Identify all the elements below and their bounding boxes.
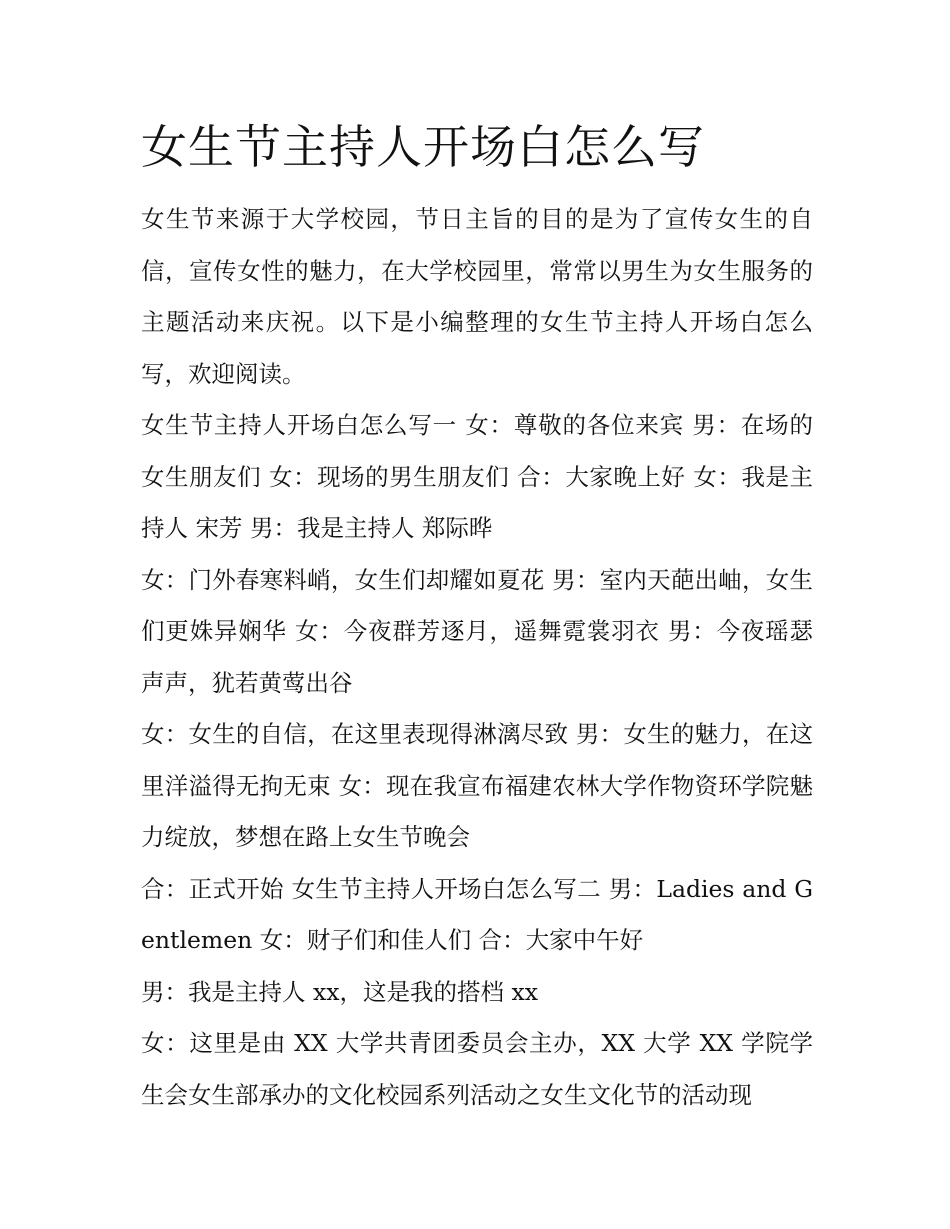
paragraph-script-two-host: 男：我是主持人 xx，这是我的搭档 xx bbox=[141, 977, 538, 1006]
paragraph-script-one-opening: 女生节主持人开场白怎么写一 女：尊敬的各位来宾 男：在场的女生朋友们 女：现场的男生朋友们 合：大家晚上好 女：我是主持人 宋芳 男：我是主持人 郑际晔 bbox=[141, 411, 813, 542]
paragraph-script-two-organizer: 女：这里是由 XX 大学共青团委员会主办，XX 大学 XX 学院学生会女生部承办的文化校园系列活动之女生文化节的活动现 bbox=[141, 1029, 813, 1109]
document-title: 女生节主持人开场白怎么写 bbox=[141, 120, 705, 174]
paragraph-intro: 女生节来源于大学校园，节日主旨的目的是为了宣传女生的自信，宣传女性的魅力，在大学校园里，常常以男生为女生服务的主题活动来庆祝。以下是小编整理的女生节主持人开场白怎么写，欢迎阅读。 bbox=[141, 205, 813, 388]
paragraph-script-two-opening: 合：正式开始 女生节主持人开场白怎么写二 男：Ladies and Gentlemen 女：财子们和佳人们 合：大家中午好 bbox=[141, 874, 813, 954]
paragraph-script-one-announcement: 女：女生的自信，在这里表现得淋漓尽致 男：女生的魅力，在这里洋溢得无拘无束 女：现在我宣布福建农林大学作物资环学院魅力绽放，梦想在路上女生节晚会 bbox=[141, 720, 813, 851]
paragraph-script-one-verse: 女：门外春寒料峭，女生们却耀如夏花 男：室内天葩出岫，女生们更姝异娴华 女：今夜群芳逐月，遥舞霓裳羽衣 男：今夜瑶瑟声声，犹若黄莺出谷 bbox=[141, 565, 813, 697]
document-page bbox=[141, 112, 813, 1121]
